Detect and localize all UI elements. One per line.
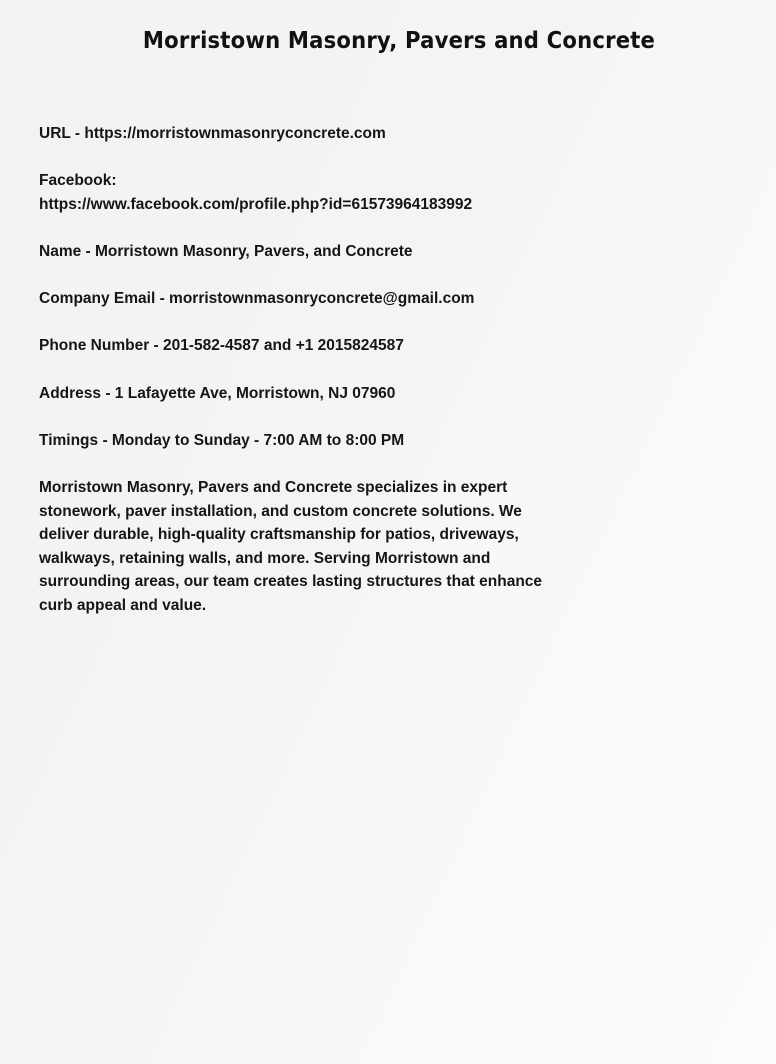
address-line: Address - 1 Lafayette Ave, Morristown, NJ 07960 <box>39 384 396 402</box>
facebook-url: https://www.facebook.com/profile.php?id=61573964183992 <box>39 195 473 213</box>
url-line: URL - https://morristownmasonryconcrete.com <box>39 125 386 142</box>
name-paragraph <box>39 240 569 264</box>
description-text: Morristown Masonry, Pavers and Concrete specializes in expert stonework, paver installation, and custom concrete solutions. We deliver durable, high-quality craftsmanship for patios, driveways, walkways, retaining walls, and more. Serving Morristown and surrounding areas, our team creates lasting structures that enhance curb appeal and value. <box>39 478 543 614</box>
facebook-label: Facebook: <box>39 172 117 190</box>
phone-paragraph <box>39 334 569 358</box>
email-paragraph <box>39 287 569 311</box>
phone-line: Phone Number - 201-582-4587 and +1 2015824587 <box>39 337 404 355</box>
name-line: Name - Morristown Masonry, Pavers, and Concrete <box>39 242 413 260</box>
description-paragraph <box>39 476 569 618</box>
email-line: Company Email - morristownmasonryconcrete@gmail.com <box>39 290 475 308</box>
timings-line: Timings - Monday to Sunday - 7:00 AM to 8:00 PM <box>39 431 405 449</box>
page-title: Morristown Masonry, Pavers and Concrete <box>142 28 656 54</box>
address-paragraph <box>39 382 569 406</box>
facebook-paragraph <box>39 169 569 216</box>
url-paragraph <box>39 122 569 146</box>
document-body <box>39 122 569 617</box>
timings-paragraph <box>39 429 569 453</box>
